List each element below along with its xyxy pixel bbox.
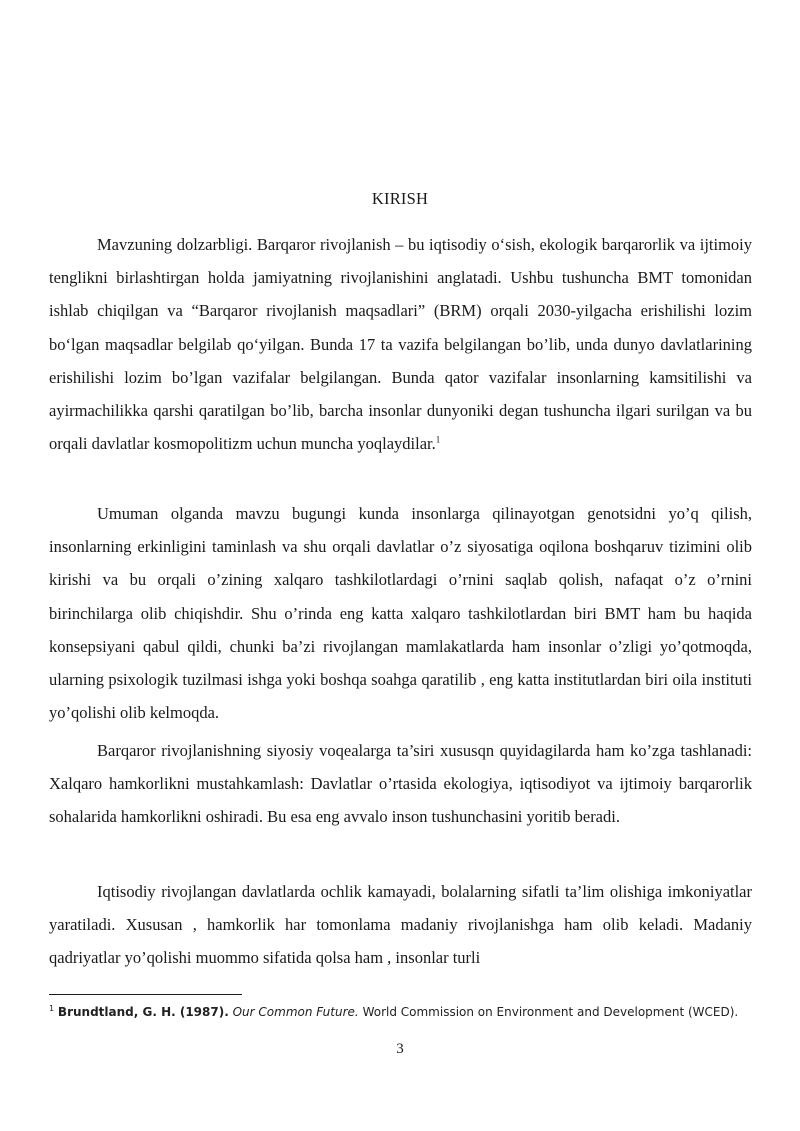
paragraph-political-impact (49, 734, 752, 834)
footnote-number: 1 (49, 1004, 55, 1013)
paragraph-relevance (49, 228, 752, 460)
footnote-reference[interactable]: 1 (435, 434, 441, 445)
footnote (49, 1003, 752, 1021)
page-number: 3 (396, 1041, 404, 1057)
paragraph-text: Iqtisodiy rivojlangan davlatlarda ochlik kamayadi, bolalarning sifatli ta’lim olishiga imkoniyatlar yaratiladi. Xususan , hamkorlik har tomonlama madaniy rivojlanishga ham olib keladi. Madaniy qadriyatlar yo’qolishi muommo sifatida qolsa ham , insonlar turli (49, 882, 752, 968)
section-heading: KIRISH (371, 189, 429, 208)
paragraph-text: Mavzuning dolzarbligi. Barqaror rivojlanish – bu iqtisodiy o‘sish, ekologik barqarorlik va ijtimoiy tenglikni birlashtirgan holda jamiyatning rivojlanishini anglatadi. Ushbu tushuncha BMT tomonidan ishlab chiqilgan va “Barqaror rivojlanish maqsadlari” (BRM) orqali 2030-yilgacha erishilishi lozim bo‘lgan maqsadlar belgilab qo‘yilgan. Bunda 17 ta vazifa belgilangan bo’lib, unda dunyo davlatlarining erishilishi lozim bo’lgan vazifalar belgilangan. Bunda qator vazifalar insonlarning kamsitilishi va ayirmachilikka qarshi qaratilgan bo’lib, barcha insonlar dunyoniki degan tushuncha ilgari surilgan va bu orqali davlatlar kosmopolitizm uchun muncha yoqlaydilar. (49, 235, 752, 454)
footnote-title: Our Common Future. (232, 1005, 359, 1019)
paragraph-economic (49, 875, 752, 975)
paragraph-text: Barqaror rivojlanishning siyosiy voqealarga ta’siri xususqn quyidagilarda ham ko’zga tashlanadi: Xalqaro hamkorlikni mustahkamlash: Davlatlar o’rtasida ekologiya, iqtisodiyot va ijtimoiy barqarorlik sohalarida hamkorlikni oshiradi. Bu esa eng avvalo inson tushunchasini yoritib beradi. (49, 741, 752, 827)
footnote-publisher: World Commission on Environment and Development (WCED). (362, 1005, 739, 1019)
paragraph-text: Umuman olganda mavzu bugungi kunda insonlarga qilinayotgan genotsidni yo’q qilish, insonlarning erkinligini taminlash va shu orqali davlatlar o’z siyosatiga oqilona boshqaruv tizimini olib kirishi va bu orqali o’zining xalqaro tashkilotlardagi o’rnini saqlab qolish, nafaqat o’z o’rnini birinchilarga olib chiqishdir. Shu o’rinda eng katta xalqaro tashkilotlardan biri BMT ham bu haqida konsepsiyani qabul qildi, chunki ba’zi rivojlangan mamlakatlarda ham insonlar o’zligi yo’qotmoqda, ularning psixologik tuzilmasi ishga yoki boshqa soahga qaratilib , eng katta institutlardan biri oila instituti yo’qolishi olib kelmoqda. (49, 504, 752, 723)
footnote-author: Brundtland, G. H. (1987). (57, 1005, 229, 1019)
paragraph-general (49, 497, 752, 729)
footnote-separator (49, 994, 242, 995)
